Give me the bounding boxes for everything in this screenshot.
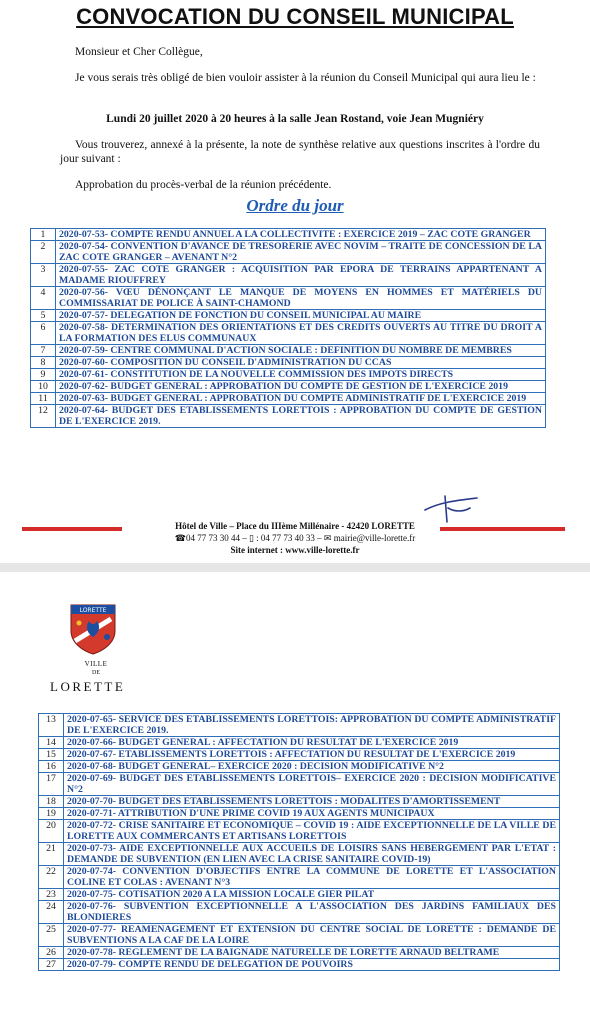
agenda-item-text: 2020-07-69- BUDGET DES ETABLISSEMENTS LORETTOIS– EXERCICE 2020 : DECISION MODIFICATIVE N°2 bbox=[64, 773, 560, 796]
agenda-item-number: 26 bbox=[39, 947, 64, 959]
footer-website: Site internet : www.ville-lorette.fr bbox=[230, 545, 360, 555]
agenda-row bbox=[39, 773, 560, 796]
agenda-row bbox=[31, 369, 546, 381]
agenda-item-text: 2020-07-73- AIDE EXCEPTIONNELLE AUX ACCUEILS DE LOISIRS SANS HEBERGEMENT PAR L'ETAT : DEMANDE DE SUBVENTION (EN LIEN AVEC LA CRISE SANITAIRE COVID-19) bbox=[64, 843, 560, 866]
agenda-item-text: 2020-07-72- CRISE SANITAIRE ET ECONOMIQUE – COVID 19 : AIDE EXCEPTIONNELLE DE LA VILLE DE LORETTE AUX COMMERCANTS ET ARTISANS LORETTOIS bbox=[64, 820, 560, 843]
agenda-row bbox=[39, 737, 560, 749]
de-label: DE bbox=[92, 670, 100, 676]
agenda-item-text: 2020-07-59- CENTRE COMMUNAL D'ACTION SOCIALE : DEFINITION DU NOMBRE DE MEMBRES bbox=[56, 345, 546, 357]
agenda-item-text: 2020-07-70- BUDGET DES ETABLISSEMENTS LORETTOIS : MODALITES D'AMORTISSEMENT bbox=[64, 796, 560, 808]
agenda-item-text: 2020-07-61- CONSTITUTION DE LA NOUVELLE COMMISSION DES IMPOTS DIRECTS bbox=[56, 369, 546, 381]
annex-paragraph: Vous trouverez, annexé à la présente, la note de synthèse relative aux questions inscrites à l'ordre du jour suivant : bbox=[60, 139, 540, 165]
agenda-heading: Ordre du jour bbox=[246, 196, 344, 215]
agenda-item-number: 23 bbox=[39, 889, 64, 901]
footer-contact: ☎04 77 73 30 44 – ▯ : 04 77 73 40 33 – ✉ mairie@ville-lorette.fr bbox=[174, 533, 416, 543]
agenda-item-number: 15 bbox=[39, 749, 64, 761]
agenda-item-number: 22 bbox=[39, 866, 64, 889]
agenda-item-text: 2020-07-62- BUDGET GENERAL : APPROBATION DU COMPTE DE GESTION DE L'EXERCICE 2019 bbox=[56, 381, 546, 393]
agenda-item-number: 11 bbox=[31, 393, 56, 405]
agenda-row bbox=[31, 287, 546, 310]
agenda-table-1 bbox=[30, 228, 546, 428]
agenda-item-number: 14 bbox=[39, 737, 64, 749]
agenda-row bbox=[39, 901, 560, 924]
svg-text:LORETTE: LORETTE bbox=[79, 607, 107, 614]
agenda-row bbox=[31, 405, 546, 428]
agenda-item-number: 4 bbox=[31, 287, 56, 310]
agenda-row bbox=[39, 959, 560, 971]
agenda-item-text: 2020-07-71- ATTRIBUTION D'UNE PRIME COVID 19 AUX AGENTS MUNICIPAUX bbox=[64, 808, 560, 820]
agenda-row bbox=[39, 820, 560, 843]
agenda-item-number: 27 bbox=[39, 959, 64, 971]
agenda-item-text: 2020-07-63- BUDGET GENERAL : APPROBATION DU COMPTE ADMINISTRATIF DE L'EXERCICE 2019 bbox=[56, 393, 546, 405]
agenda-item-number: 2 bbox=[31, 241, 56, 264]
approval-line: Approbation du procès-verbal de la réunion précédente. bbox=[75, 179, 332, 191]
agenda-item-text: 2020-07-60- COMPOSITION DU CONSEIL D'ADMINISTRATION DU CCAS bbox=[56, 357, 546, 369]
agenda-item-text: 2020-07-56- VŒU DÉNONÇANT LE MANQUE DE MOYENS EN HOMMES ET MATÉRIELS DU COMMISSARIAT DE POLICE À SAINT-CHAMOND bbox=[56, 287, 546, 310]
agenda-item-text: 2020-07-76- SUBVENTION EXCEPTIONNELLE A L'ASSOCIATION DES JARDINS FAMILIAUX DES BLONDIERES bbox=[64, 901, 560, 924]
page-separator bbox=[0, 563, 590, 572]
salutation: Monsieur et Cher Collègue, bbox=[75, 46, 203, 58]
agenda-row bbox=[31, 393, 546, 405]
agenda-item-number: 17 bbox=[39, 773, 64, 796]
agenda-row bbox=[31, 241, 546, 264]
agenda-item-number: 13 bbox=[39, 714, 64, 737]
agenda-item-text: 2020-07-74- CONVENTION D'OBJECTIFS ENTRE LA COMMUNE DE LORETTE ET L'ASSOCIATION COLINE ET COLAS : AVENANT N°3 bbox=[64, 866, 560, 889]
footer bbox=[0, 520, 590, 556]
footer-address: Hôtel de Ville – Place du IIIème Millénaire - 42420 LORETTE bbox=[175, 521, 415, 531]
agenda-row bbox=[31, 322, 546, 345]
lorette-wordmark: LORETTE bbox=[50, 679, 126, 694]
agenda-row bbox=[31, 381, 546, 393]
agenda-item-number: 9 bbox=[31, 369, 56, 381]
agenda-item-number: 7 bbox=[31, 345, 56, 357]
agenda-row bbox=[39, 866, 560, 889]
agenda-row bbox=[39, 796, 560, 808]
agenda-item-text: 2020-07-53- COMPTE RENDU ANNUEL A LA COLLECTIVITE : EXERCICE 2019 – ZAC COTE GRANGER bbox=[56, 229, 546, 241]
agenda-item-number: 25 bbox=[39, 924, 64, 947]
agenda-item-number: 18 bbox=[39, 796, 64, 808]
agenda-item-number: 3 bbox=[31, 264, 56, 287]
agenda-item-text: 2020-07-65- SERVICE DES ETABLISSEMENTS LORETTOIS: APPROBATION DU COMPTE ADMINISTRATIF DE L'EXERCICE 2019. bbox=[64, 714, 560, 737]
agenda-row bbox=[39, 889, 560, 901]
agenda-item-text: 2020-07-66- BUDGET GENERAL : AFFECTATION DU RESULTAT DE L'EXERCICE 2019 bbox=[64, 737, 560, 749]
lorette-crest-icon bbox=[67, 597, 119, 655]
agenda-item-text: 2020-07-55- ZAC COTE GRANGER : ACQUISITION PAR EPORA DE TERRAINS APPARTENANT A MADAME RIOUFFREY bbox=[56, 264, 546, 287]
agenda-item-text: 2020-07-64- BUDGET DES ETABLISSEMENTS LORETTOIS : APPROBATION DU COMPTE DE GESTION DE L'EXERCICE 2019. bbox=[56, 405, 546, 428]
agenda-row bbox=[39, 808, 560, 820]
agenda-row bbox=[31, 345, 546, 357]
agenda-item-text: 2020-07-75- COTISATION 2020 A LA MISSION LOCALE GIER PILAT bbox=[64, 889, 560, 901]
agenda-item-number: 20 bbox=[39, 820, 64, 843]
agenda-row bbox=[31, 264, 546, 287]
agenda-item-number: 24 bbox=[39, 901, 64, 924]
agenda-item-text: 2020-07-58- DETERMINATION DES ORIENTATIONS ET DES CREDITS OUVERTS AU TITRE DU DROIT A LA FORMATION DES ELUS COMMUNAUX bbox=[56, 322, 546, 345]
agenda-row bbox=[39, 749, 560, 761]
agenda-row bbox=[31, 310, 546, 322]
agenda-row bbox=[39, 761, 560, 773]
agenda-item-number: 12 bbox=[31, 405, 56, 428]
ville-label: VILLE bbox=[84, 660, 108, 668]
agenda-item-number: 10 bbox=[31, 381, 56, 393]
agenda-item-text: 2020-07-67- ETABLISSEMENTS LORETTOIS : AFFECTATION DU RESULTAT DE L'EXERCICE 2019 bbox=[64, 749, 560, 761]
agenda-row bbox=[39, 947, 560, 959]
agenda-item-text: 2020-07-57- DELEGATION DE FONCTION DU CONSEIL MUNICIPAL AU MAIRE bbox=[56, 310, 546, 322]
agenda-item-text: 2020-07-78- REGLEMENT DE LA BAIGNADE NATURELLE DE LORETTE ARNAUD BELTRAME bbox=[64, 947, 560, 959]
agenda-item-text: 2020-07-77- REAMENAGEMENT ET EXTENSION DU CENTRE SOCIAL DE LORETTE : DEMANDE DE SUBVENTIONS A LA CAF DE LA LOIRE bbox=[64, 924, 560, 947]
agenda-item-text: 2020-07-68- BUDGET GENERAL– EXERCICE 2020 : DECISION MODIFICATIVE N°2 bbox=[64, 761, 560, 773]
agenda-item-number: 16 bbox=[39, 761, 64, 773]
agenda-item-number: 19 bbox=[39, 808, 64, 820]
agenda-row bbox=[39, 924, 560, 947]
document-title: CONVOCATION DU CONSEIL MUNICIPAL bbox=[76, 4, 514, 29]
agenda-item-text: 2020-07-54- CONVENTION D'AVANCE DE TRESORERIE AVEC NOVIM – TRAITE DE CONCESSION DE LA ZAC COTE GRANGER – AVENANT N°2 bbox=[56, 241, 546, 264]
agenda-item-number: 5 bbox=[31, 310, 56, 322]
agenda-item-number: 8 bbox=[31, 357, 56, 369]
agenda-item-text: 2020-07-79- COMPTE RENDU DE DELEGATION DE POUVOIRS bbox=[64, 959, 560, 971]
agenda-item-number: 1 bbox=[31, 229, 56, 241]
agenda-item-number: 21 bbox=[39, 843, 64, 866]
agenda-row bbox=[31, 229, 546, 241]
intro-paragraph: Je vous serais très obligé de bien vouloir assister à la réunion du Conseil Municipal qui aura lieu le : bbox=[75, 72, 536, 84]
agenda-row bbox=[39, 714, 560, 737]
agenda-item-number: 6 bbox=[31, 322, 56, 345]
agenda-row bbox=[31, 357, 546, 369]
agenda-row bbox=[39, 843, 560, 866]
meeting-details: Lundi 20 juillet 2020 à 20 heures à la salle Jean Rostand, voie Jean Mugniéry bbox=[106, 113, 484, 125]
agenda-table-2 bbox=[38, 713, 560, 971]
